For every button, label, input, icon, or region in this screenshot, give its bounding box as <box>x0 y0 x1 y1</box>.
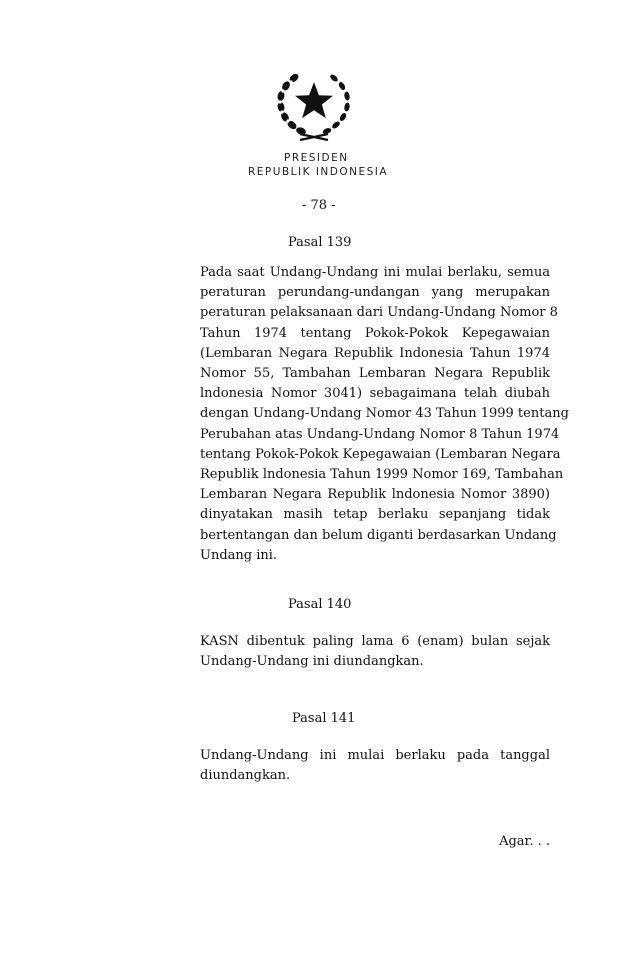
presidential-emblem-icon <box>272 60 356 144</box>
text-line: dengan Undang-Undang Nomor 43 Tahun 1999 tentang <box>200 406 569 422</box>
article-body-139 <box>200 263 569 566</box>
text-line: Undang-Undang ini mulai berlaku pada tanggal <box>200 748 550 763</box>
text-line: Undang-Undang ini diundangkan. <box>200 654 424 670</box>
text-line: bertentangan dan belum diganti berdasarkan Undang <box>200 527 557 543</box>
text-line: Lembaran Negara Republik lndonesia Nomor 3890) <box>200 487 550 503</box>
text-line: tentang Pokok-Pokok Kepegawaian (Lembaran Negara <box>200 446 561 462</box>
text-line: lndonesia Nomor 3041) sebagaimana telah diubah <box>200 386 550 402</box>
text-line: Nomor 55, Tambahan Lembaran Negara Republik <box>200 366 550 382</box>
text-line: Undang ini. <box>200 547 278 563</box>
text-line: dinyatakan masih tetap berlaku sepanjang tidak <box>200 507 550 523</box>
text-line: KASN dibentuk paling lama 6 (enam) bulan sejak <box>200 634 550 649</box>
catchword: Agar. . . <box>499 834 550 849</box>
article-heading-141: Pasal 141 <box>292 711 356 726</box>
text-line: peraturan perundang-undangan yang merupakan <box>200 285 550 301</box>
text-line: Pada saat Undang-Undang ini mulai berlaku, semua <box>200 265 550 280</box>
article-body-140 <box>200 632 550 672</box>
letterhead-title: PRESIDEN <box>284 152 349 164</box>
article-body-141 <box>200 746 550 786</box>
text-line: peraturan pelaksanaan dari Undang-Undang Nomor 8 <box>200 305 558 321</box>
text-line: Tahun 1974 tentang Pokok-Pokok Kepegawaian <box>200 325 550 341</box>
article-heading-140: Pasal 140 <box>288 597 352 612</box>
page-number: - 78 - <box>302 198 336 213</box>
text-line: Perubahan atas Undang-Undang Nomor 8 Tahun 1974 <box>200 426 560 442</box>
text-line: Republik lndonesia Tahun 1999 Nomor 169, Tambahan <box>200 467 564 483</box>
article-heading-139: Pasal 139 <box>288 235 352 250</box>
text-line: (Lembaran Negara Republik Indonesia Tahun 1974 <box>200 345 550 361</box>
text-line: diundangkan. <box>200 768 291 784</box>
letterhead-subtitle: REPUBLIK INDONESIA <box>248 166 389 178</box>
